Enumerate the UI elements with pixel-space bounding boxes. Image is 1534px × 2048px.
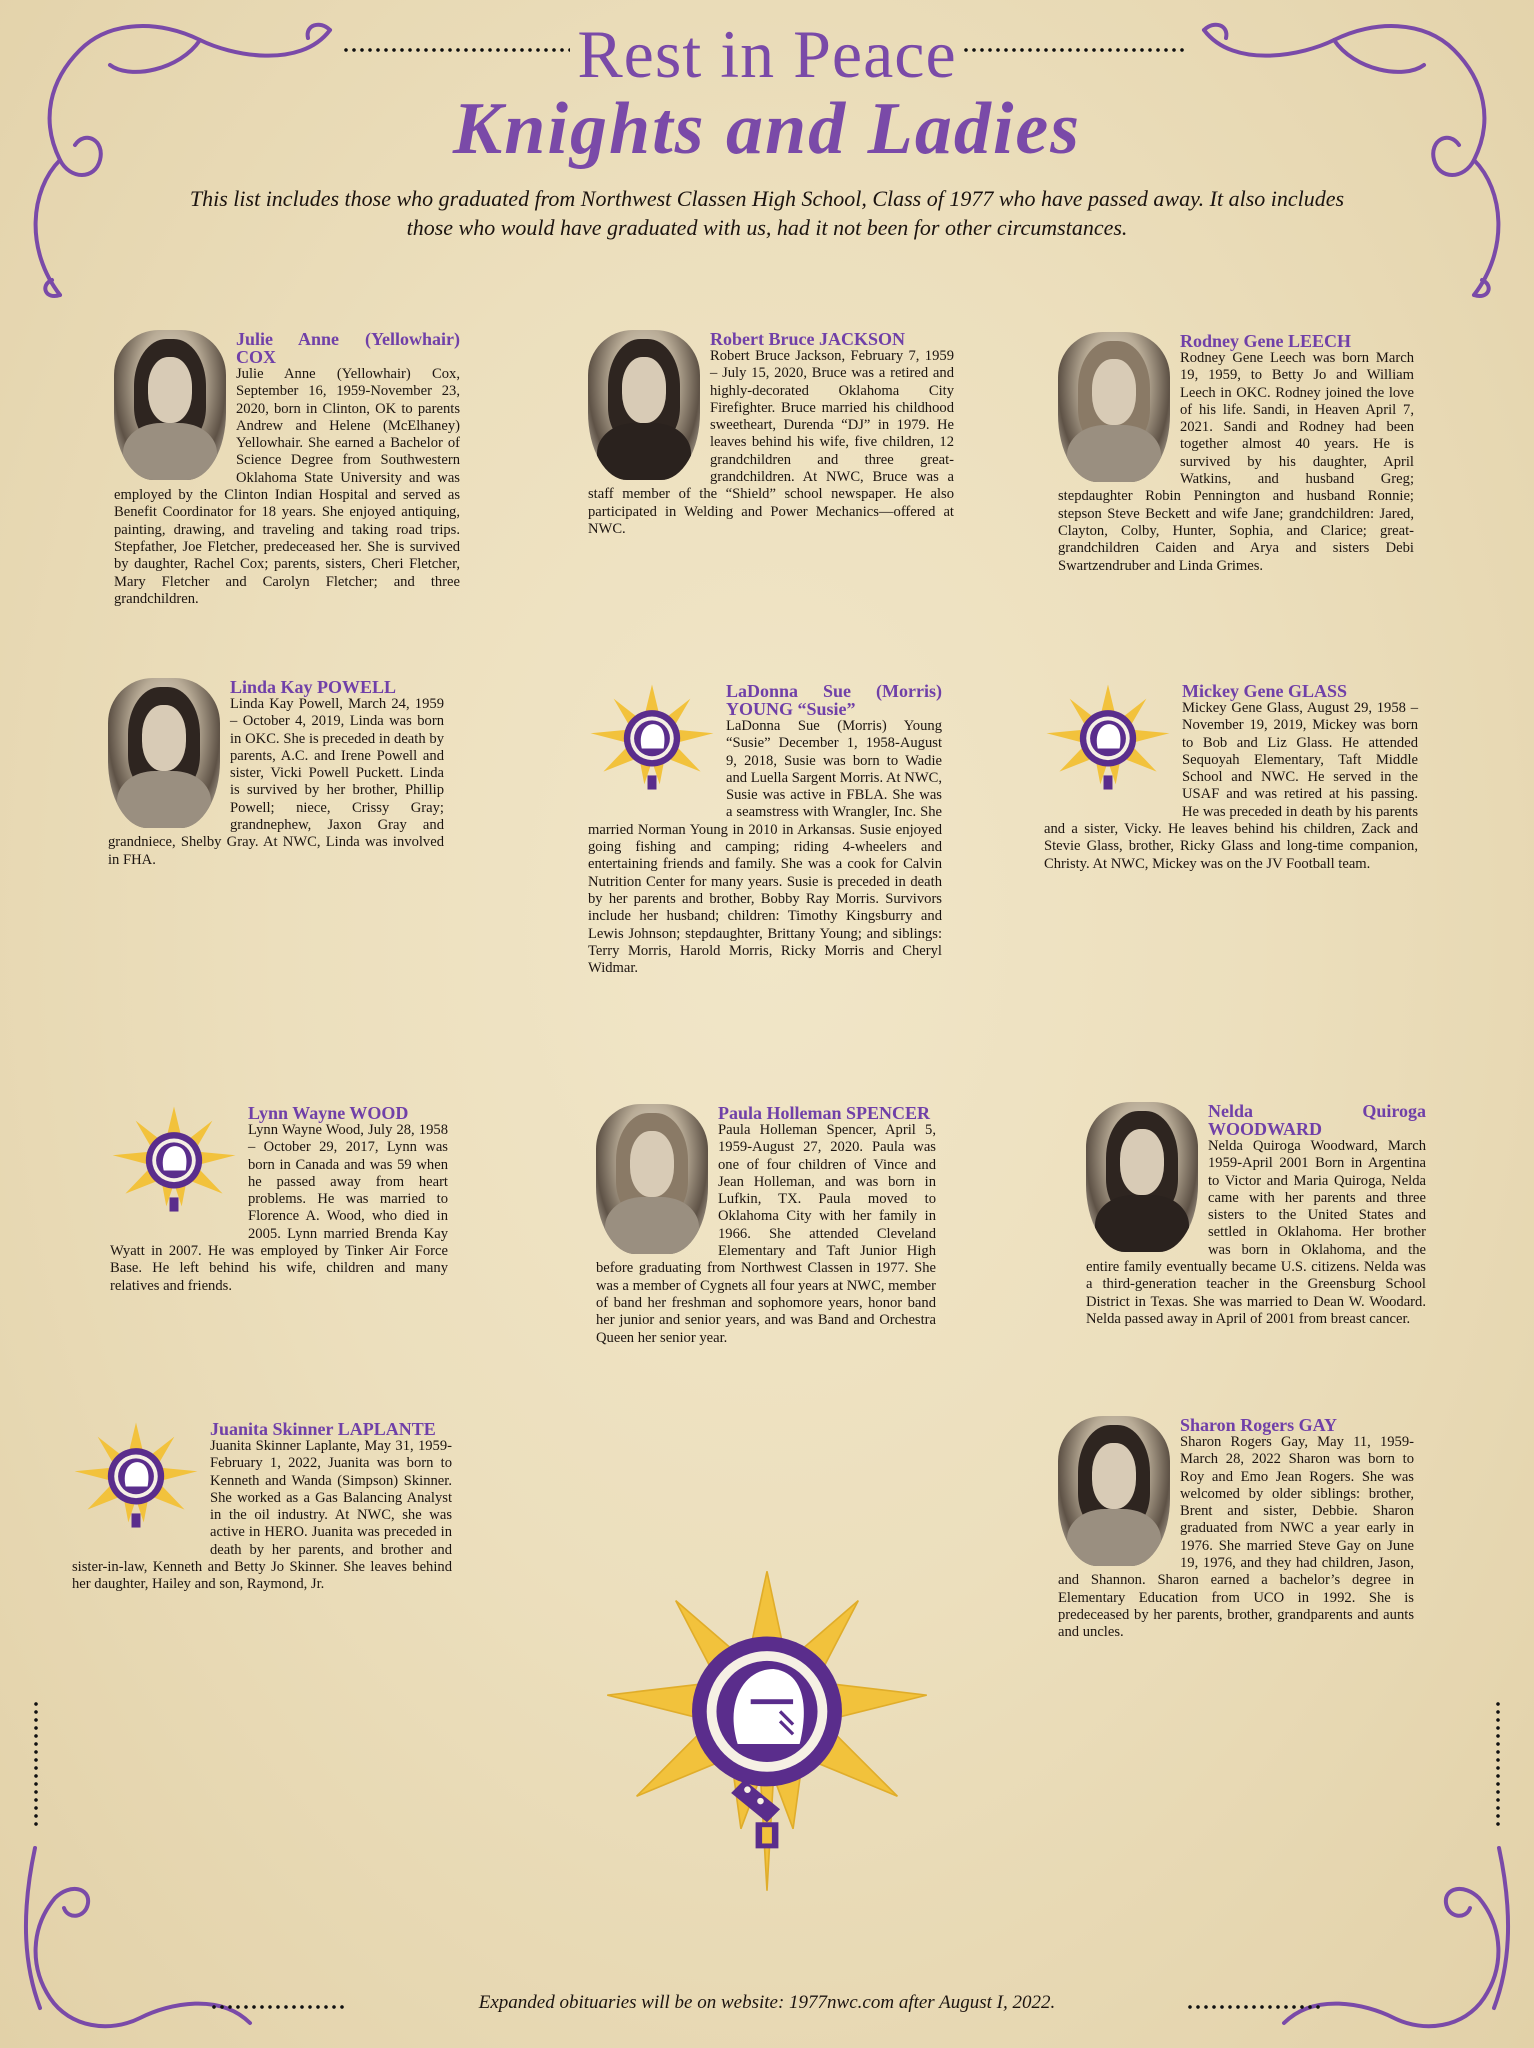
entry-name: LaDonna Sue (Morris) YOUNG “Susie” (726, 681, 942, 719)
entry-text: Nelda Quiroga Woodward, March 1959-April 2001 Born in Argentina to Victor and Maria Quiroga, Nelda came with her parents and three sisters to the United States and settled in Oklahoma. Her brother was born in Oklahoma, and the entire family eventually became U.S. citizens. Nelda was a third-generation teacher in the Greensburg School District in Texas. She was married to Dean W. Woodard. Nelda passed away in April of 2001 from breast cancer. (1086, 1138, 1426, 1327)
entry-name: Rodney Gene LEECH (1180, 331, 1352, 351)
intro-line-1: This list includes those who graduated from Northwest Classen High School, Class of 1977 who have passed away. It also includes (189, 186, 1345, 211)
crest-emblem (588, 682, 716, 810)
entry-name: Robert Bruce JACKSON (710, 329, 905, 349)
entry-name: Nelda Quiroga WOODWARD (1208, 1101, 1426, 1139)
entry-text: Linda Kay Powell, March 24, 1959 – October 4, 2019, Linda was born in OKC. She is preceded in death by parents, A.C. and Irene Powell and sister, Vicki Powell Puckett. Linda is survived by her brother, Phillip Powell; niece, Crissy Gray; grandnephew, Jaxon Gray and grandniece, Shelby Gray. At NWC, Linda was involved in FHA. (108, 696, 444, 868)
obituary-julie-cox (114, 330, 460, 608)
obituary-linda-powell (108, 678, 444, 869)
portrait-photo (114, 330, 226, 480)
portrait-photo (108, 678, 220, 828)
entry-text: Juanita Skinner Laplante, May 31, 1959-February 1, 2022, Juanita was born to Kenneth and Wanda (Simpson) Skinner. She worked as a Gas Balancing Analyst in the oil industry. At NWC, she was active in HERO. Juanita was preceded in death by her parents, and brother and sister-in-law, Kenneth and Betty Jo Skinner. She leaves behind her daughter, Hailey and son, Raymond, Jr. (72, 1438, 452, 1593)
entry-name: Sharon Rogers GAY (1180, 1415, 1338, 1435)
corner-flourish-bottom-left (0, 1828, 260, 2048)
entry-name: Paula Holleman SPENCER (718, 1103, 931, 1123)
obituary-nelda-woodward (1086, 1102, 1426, 1328)
obituary-mickey-glass (1044, 682, 1418, 873)
intro-line-2: those who would have graduated with us, had it not been for other circumstances. (406, 215, 1128, 240)
title-rest-in-peace: Rest in Peace (577, 16, 957, 92)
obituary-rodney-leech (1058, 332, 1414, 575)
portrait-photo (1058, 332, 1170, 482)
knight-crest-icon (1047, 685, 1170, 790)
entry-text: Mickey Gene Glass, August 29, 1958 – November 19, 2019, Mickey was born to Bob and Liz Glass. He attended Sequoyah Elementary, Taft Middle School and NWC. He served in the USAF and was retired at his passing. He was preceded in death by his parents and a sister, Vicky. He leaves behind his children, Zack and Stevie Glass, brother, Ricky Glass and long-time companion, Christy. At NWC, Mickey was on the JV Football team. (1044, 700, 1418, 872)
obituary-robert-jackson (588, 330, 954, 538)
corner-flourish-bottom-right (1274, 1828, 1534, 2048)
crest-emblem (72, 1420, 200, 1548)
entry-name: Juanita Skinner LAPLANTE (210, 1419, 436, 1439)
entry-text: Sharon Rogers Gay, May 11, 1959-March 28, 2022 Sharon was born to Roy and Emo Jean Rogers. She was welcomed by older siblings: brother, Brent and sister, Debbie. Sharon graduated from NWC a year early in 1976. She married Steve Gay on June 19, 1976, and they had children, Jason, and Shannon. Sharon earned a bachelor’s degree in Elementary Education from UCO in 1992. She is predeceased by her parents, brother, grandparents and aunts and uncles. (1058, 1434, 1414, 1641)
obituary-ladonna-young (588, 682, 942, 977)
dotted-rule-left (32, 1700, 40, 1830)
knight-crest-icon (75, 1423, 198, 1528)
knight-crest-icon (591, 685, 714, 790)
entry-text: Robert Bruce Jackson, February 7, 1959 – July 15, 2020, Bruce was a retired and highly-decorated Oklahoma City Firefighter. Bruce married his childhood sweetheart, Durenda “DJ” in 1979. He leaves behind his wife, five children, 12 grandchildren and three great-grandchildren. At NWC, Bruce was a staff member of the “Shield” school newspaper. He also participated in Welding and Power Mechanics—offered at NWC. (588, 348, 954, 537)
entry-text: LaDonna Sue (Morris) Young “Susie” December 1, 1958-August 9, 2018, Susie was born to Wadie and Luella Sargent Morris. At NWC, Susie was active in FBLA. She was a seamstress with Wrangler, Inc. She married Norman Young in 2010 in Arkansas. Susie enjoyed going fishing and camping; riding 4-wheelers and entertaining friends and family. She was a cook for Calvin Nutrition Center for many years. Susie is preceded in death by her parents and brother, Bobby Ray Morris. Survivors include her husband; children: Timothy Kingsburry and Lewis Johnson; stepdaughter, Brittany Young; and siblings: Terry Morris, Harold Morris, Ricky Morris and Cheryl Widmar. (588, 718, 942, 977)
portrait-photo (1058, 1416, 1170, 1566)
footer-note: Expanded obituaries will be on website: 1977nwc.com after August I, 2022. (478, 1992, 1056, 2013)
portrait-photo (596, 1104, 708, 1254)
crest-emblem (110, 1104, 238, 1232)
portrait-photo (588, 330, 700, 480)
entry-name: Mickey Gene GLASS (1182, 681, 1347, 701)
knight-crest-icon (113, 1107, 236, 1212)
entry-name: Julie Anne (Yellowhair) COX (236, 329, 460, 367)
entry-text: Paula Holleman Spencer, April 5, 1959-August 27, 2020. Paula was one of four children of Vince and Jean Holleman, and was born in Lufkin, TX. Paula moved to Oklahoma City with her family in 1966. She attended Cleveland Elementary and Taft Junior High before graduating from Northwest Classen in 1977. She was a member of Cygnets all four years at NWC, member of band her freshman and sophomore years, honor band her junior and senior years, and was Band and Orchestra Queen her senior year. (596, 1122, 936, 1346)
entry-text: Rodney Gene Leech was born March 19, 1959, to Betty Jo and William Leech in OKC. Rodney joined the love of his life. Sandi, in Heaven April 7, 2021. Sandi and Rodney had been together almost 40 years. He is survived by his daughter, April Watkins, and husband Greg; stepdaughter Robin Pennington and husband Ronnie; stepson Steve Beckett and wife Jane; grandchildren: Jared, Clayton, Colby, Hunter, Sophia, and Clarice; great-grandchildren Caiden and Arya and sisters Debi Swartzendruber and Linda Grimes. (1058, 350, 1414, 574)
dotted-rule-right (1494, 1700, 1502, 1830)
title-knights-and-ladies: Knights and Ladies (452, 88, 1082, 170)
entry-text: Lynn Wayne Wood, July 28, 1958 – October 29, 2017, Lynn was born in Canada and was 59 when he passed away from heart problems. He was married to Florence A. Wood, who died in 2005. Lynn married Brenda Kay Wyatt in 2007. He was employed by Tinker Air Force Base. He left behind his wife, children and many relatives and friends. (110, 1122, 448, 1294)
entry-name: Lynn Wayne WOOD (248, 1103, 409, 1123)
obituary-lynn-wood (110, 1104, 448, 1295)
crest-emblem (1044, 682, 1172, 810)
obituary-juanita-laplante (72, 1420, 452, 1594)
obituary-sharon-gay (1058, 1416, 1414, 1642)
intro-text (130, 184, 1404, 242)
knight-crest-large-icon (604, 1568, 930, 1894)
portrait-photo (1086, 1102, 1198, 1252)
entry-text: Julie Anne (Yellowhair) Cox, September 16, 1959-November 23, 2020, born in Clinton, OK to parents Andrew and Helene (McElhaney) Yellowhair. She earned a Bachelor of Science Degree from Southwestern Oklahoma State University and was employed by the Clinton Indian Hospital and served as Benefit Coordinator for 18 years. She enjoyed antiquing, painting, drawing, and traveling and taking road trips. Stepfather, Joe Fletcher, predeceased her. She is survived by daughter, Rachel Cox; parents, sisters, Cheri Fletcher, Mary Fletcher and Carolyn Fletcher; and three grandchildren. (114, 366, 460, 607)
obituary-paula-spencer (596, 1104, 936, 1347)
entry-name: Linda Kay POWELL (230, 677, 397, 697)
